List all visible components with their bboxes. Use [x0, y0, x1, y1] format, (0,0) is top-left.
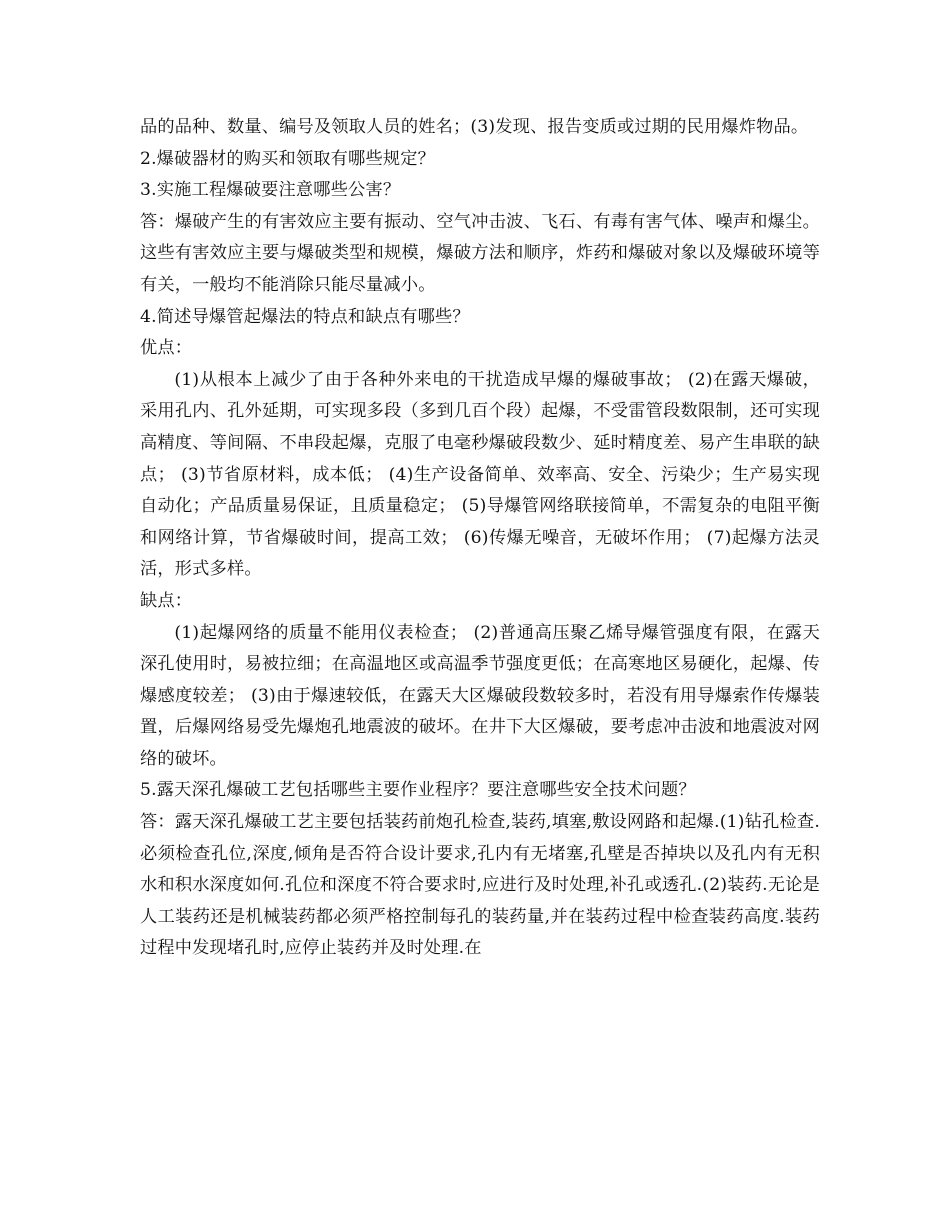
disadvantages-list: (1)起爆网络的质量不能用仪表检查； (2)普通高压聚乙烯导爆管强度有限，在露天深孔使用时，易被拉细；在高温地区或高温季节强度更低；在高寒地区易硬化，起爆、传爆感度较差； (3)由于爆速较低，在露天大区爆破段数较多时，若没有用导爆索作传爆装置，后爆网络易受先爆炮孔地震波的破坏。在井下大区爆破，要考虑冲击波和地震波对网络的破坏。: [140, 622, 820, 769]
question-4: 4.简述导爆管起爆法的特点和缺点有哪些？: [140, 306, 470, 327]
question-5: 5.露天深孔爆破工艺包括哪些主要作业程序？要注意哪些安全技术问题？: [140, 780, 696, 801]
paragraph-1: 品的品种、数量、编号及领取人员的姓名；(3)发现、报告变质或过期的民用爆炸物品。: [140, 117, 809, 137]
answer-5: 答：露天深孔爆破工艺主要包括装药前炮孔检查,装药,填塞,敷设网路和起爆.(1)钻孔检查.必须检查孔位,深度,倾角是否符合设计要求,孔内有无堵塞,孔壁是否掉块以及孔内有无积水和积水深度如何.孔位和深度不符合要求时,应进行及时处理,补孔或透孔.(2)装药.无论是人工装药还是机械装药都必须严格控制每孔的装药量,并在装药过程中检查装药高度.装药过程中发现堵孔时,应停止装药并及时处理.在: [140, 812, 820, 959]
disadvantages-heading: 缺点：: [140, 590, 193, 611]
advantages-heading: 优点：: [140, 338, 193, 359]
answer-3: 答：爆破产生的有害效应主要有振动、空气冲击波、飞石、有毒有害气体、噪声和爆尘。这些有害效应主要与爆破类型和规模，爆破方法和顺序，炸药和爆破对象以及爆破环境等有关，一般均不能消除只能尽量减小。: [140, 211, 820, 295]
question-2: 2.爆破器材的购买和领取有哪些规定？: [140, 148, 436, 169]
question-3: 3.实施工程爆破要注意哪些公害？: [140, 180, 401, 201]
document-body: [140, 112, 820, 965]
advantages-list: (1)从根本上减少了由于各种外来电的干扰造成早爆的爆破事故； (2)在露天爆破，采用孔内、孔外延期，可实现多段（多到几百个段）起爆，不受雷管段数限制，还可实现高精度、等间隔、不串段起爆，克服了电毫秒爆破段数少、延时精度差、易产生串联的缺点； (3)节省原材料，成本低； (4)生产设备简单、效率高、安全、污染少；生产易实现自动化；产品质量易保证，且质量稳定； (5)导爆管网络联接简单，不需复杂的电阻平衡和网络计算，节省爆破时间，提高工效； (6)传爆无噪音，无破坏作用； (7)起爆方法灵活，形式多样。: [140, 369, 820, 580]
